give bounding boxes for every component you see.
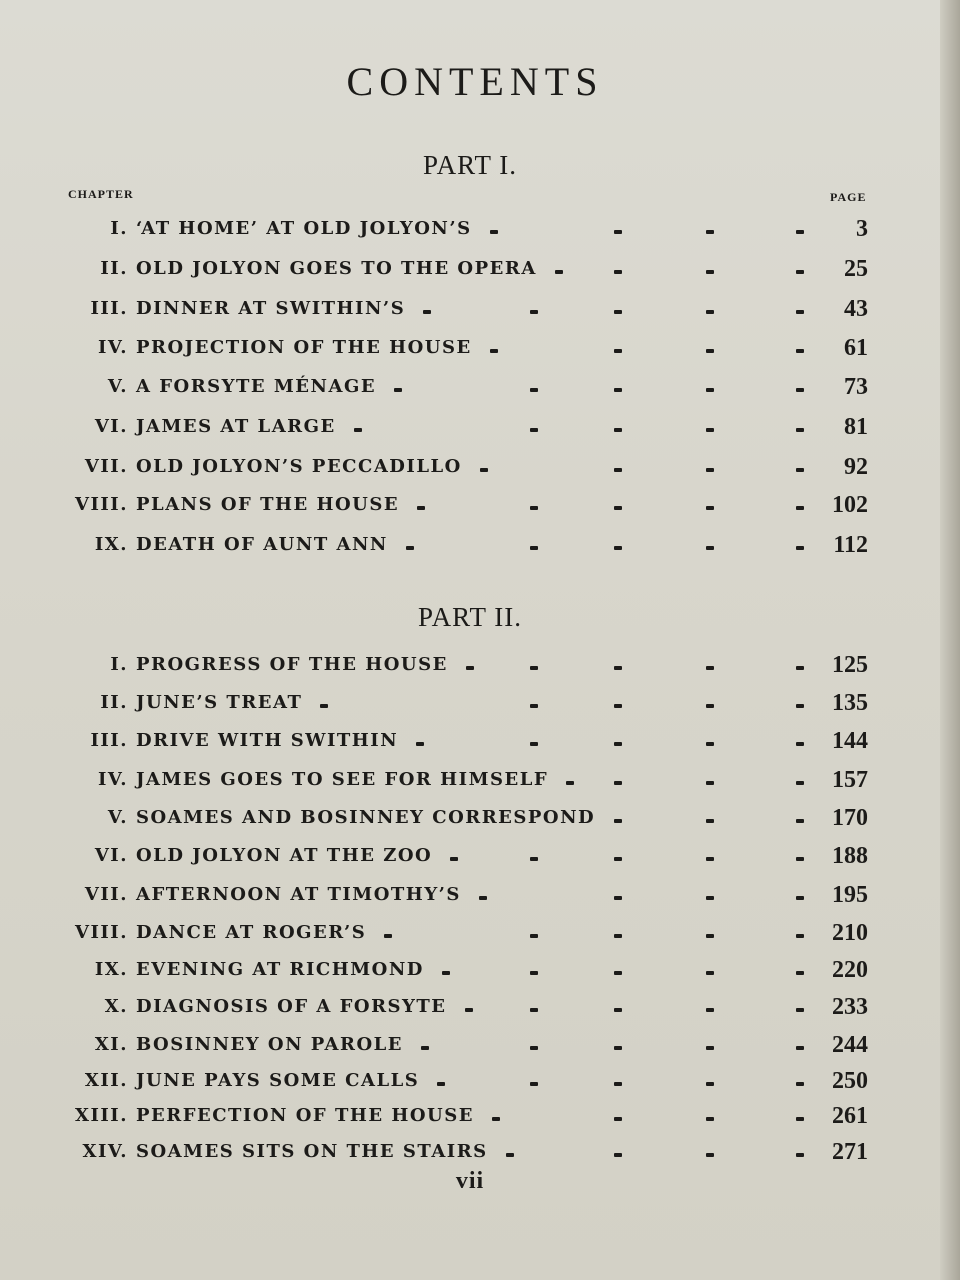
leader-dot <box>796 310 804 314</box>
leader-dot <box>479 896 487 900</box>
leader-dot <box>706 896 714 900</box>
leader-dot <box>530 428 538 432</box>
leader-dot <box>614 781 622 785</box>
leader-dot <box>614 1008 622 1012</box>
leader-dot <box>490 230 498 234</box>
leader-dot <box>796 1082 804 1086</box>
leader-dot <box>530 857 538 861</box>
leader-dot <box>706 704 714 708</box>
toc-entry <box>0 1034 940 1064</box>
chapter-title: DINNER AT SWITHIN’S <box>136 298 406 319</box>
leader-dot <box>796 704 804 708</box>
chapter-number: III. <box>90 730 128 751</box>
leader-dot <box>530 1008 538 1012</box>
leader-dot <box>490 349 498 353</box>
page-number: 261 <box>832 1103 868 1129</box>
page-number: 73 <box>844 374 868 400</box>
leader-dot <box>614 1153 622 1157</box>
leader-dot <box>614 1117 622 1121</box>
leader-dot <box>706 310 714 314</box>
leader-dot <box>706 934 714 938</box>
chapter-title: SOAMES SITS ON THE STAIRS <box>136 1141 488 1162</box>
chapter-number: IV. <box>97 769 128 790</box>
toc-entry <box>0 996 940 1026</box>
chapter-title: AFTERNOON AT TIMOTHY’S <box>136 884 461 905</box>
chapter-title: OLD JOLYON AT THE ZOO <box>136 845 433 866</box>
chapter-number: IX. <box>94 534 128 555</box>
leader-dot <box>423 310 431 314</box>
leader-dot <box>706 388 714 392</box>
leader-dot <box>530 388 538 392</box>
leader-dot <box>354 428 362 432</box>
chapter-number: XII. <box>84 1070 128 1091</box>
page-number: 170 <box>832 805 868 831</box>
chapter-number: II. <box>100 258 128 279</box>
leader-dot <box>796 666 804 670</box>
leader-dot <box>796 230 804 234</box>
toc-entry <box>0 1141 940 1171</box>
leader-dot <box>796 388 804 392</box>
leader-dot <box>614 349 622 353</box>
leader-dot <box>796 349 804 353</box>
leader-dot <box>796 896 804 900</box>
leader-dot <box>530 310 538 314</box>
toc-entry <box>0 376 940 406</box>
leader-dot <box>614 857 622 861</box>
leader-dot <box>614 388 622 392</box>
toc-entry <box>0 298 940 328</box>
leader-dot <box>706 349 714 353</box>
leader-dot <box>614 704 622 708</box>
chapter-number: II. <box>100 692 128 713</box>
chapter-number: VIII. <box>75 494 128 515</box>
leader-dot <box>614 230 622 234</box>
leader-dot <box>796 1153 804 1157</box>
chapter-number: III. <box>90 298 128 319</box>
part-one-heading: PART I. <box>423 150 517 180</box>
page-number: 102 <box>832 492 868 518</box>
leader-dot <box>706 742 714 746</box>
page-number: 125 <box>832 652 868 678</box>
toc-entry <box>0 884 940 914</box>
toc-entry <box>0 769 940 799</box>
leader-dot <box>614 310 622 314</box>
toc-entry <box>0 337 940 367</box>
leader-dot <box>442 971 450 975</box>
page-number: 195 <box>832 882 868 908</box>
toc-entry <box>0 416 940 446</box>
chapter-title: BOSINNEY ON PAROLE <box>136 1034 403 1055</box>
leader-dot <box>566 781 574 785</box>
leader-dot <box>421 1046 429 1050</box>
chapter-number: IX. <box>94 959 128 980</box>
page-number: 81 <box>844 414 868 440</box>
leader-dot <box>530 1082 538 1086</box>
leader-dot <box>796 1117 804 1121</box>
leader-dot <box>465 1008 473 1012</box>
chapter-number: VII. <box>84 884 128 905</box>
leader-dot <box>796 468 804 472</box>
leader-dot <box>320 704 328 708</box>
chapter-number: XIII. <box>75 1105 128 1126</box>
leader-dot <box>796 742 804 746</box>
leader-dot <box>706 1008 714 1012</box>
leader-dot <box>796 1046 804 1050</box>
leader-dot <box>530 666 538 670</box>
leader-dot <box>796 781 804 785</box>
leader-dot <box>706 230 714 234</box>
leader-dot <box>450 857 458 861</box>
chapter-title: DIAGNOSIS OF A FORSYTE <box>136 996 447 1017</box>
leader-dot <box>796 819 804 823</box>
chapter-number: V. <box>107 807 128 828</box>
chapter-title: JUNE PAYS SOME CALLS <box>136 1070 420 1091</box>
page-number: 135 <box>832 690 868 716</box>
leader-dot <box>480 468 488 472</box>
page-number: 210 <box>832 920 868 946</box>
chapter-number: V. <box>107 376 128 397</box>
leader-dot <box>796 857 804 861</box>
chapter-title: DEATH OF AUNT ANN <box>136 534 388 555</box>
page-number: 112 <box>833 532 868 558</box>
chapter-title: PROGRESS OF THE HOUSE <box>136 654 448 675</box>
chapter-title: JAMES AT LARGE <box>136 416 336 437</box>
chapter-title: EVENING AT RICHMOND <box>136 959 424 980</box>
page-folio: vii <box>455 1168 485 1194</box>
leader-dot <box>706 546 714 550</box>
chapter-title: PROJECTION OF THE HOUSE <box>136 337 472 358</box>
toc-entry <box>0 494 940 524</box>
leader-dot <box>416 742 424 746</box>
leader-dot <box>706 1046 714 1050</box>
chapter-title: ‘AT HOME’ AT OLD JOLYON’S <box>136 218 472 239</box>
leader-dot <box>530 704 538 708</box>
leader-dot <box>706 857 714 861</box>
toc-entry <box>0 922 940 952</box>
chapter-title: PLANS OF THE HOUSE <box>136 494 400 515</box>
toc-entry <box>0 730 940 760</box>
leader-dot <box>614 742 622 746</box>
chapter-title: DRIVE WITH SWITHIN <box>136 730 399 751</box>
chapter-number: X. <box>104 996 128 1017</box>
leader-dot <box>406 546 414 550</box>
leader-dot <box>466 666 474 670</box>
toc-entry <box>0 218 940 248</box>
page-number: 25 <box>844 256 868 282</box>
leader-dot <box>614 1082 622 1086</box>
leader-dot <box>417 506 425 510</box>
leader-dot <box>614 270 622 274</box>
leader-dot <box>530 742 538 746</box>
chapter-title: OLD JOLYON GOES TO THE OPERA <box>136 258 537 279</box>
toc-entry <box>0 654 940 684</box>
page-number: 244 <box>832 1032 868 1058</box>
leader-dot <box>614 1046 622 1050</box>
leader-dot <box>706 666 714 670</box>
page-number: 271 <box>832 1139 868 1165</box>
chapter-number: VI. <box>94 416 128 437</box>
page-number: 233 <box>832 994 868 1020</box>
contents-title: CONTENTS <box>346 59 604 104</box>
leader-dot <box>706 781 714 785</box>
page-number: 92 <box>844 454 868 480</box>
leader-dot <box>706 270 714 274</box>
page-number: 43 <box>844 296 868 322</box>
leader-dot <box>796 934 804 938</box>
page-number: 188 <box>832 843 868 869</box>
leader-dot <box>614 819 622 823</box>
leader-dot <box>614 506 622 510</box>
leader-dot <box>614 546 622 550</box>
chapter-title: JAMES GOES TO SEE FOR HIMSELF <box>136 769 549 790</box>
leader-dot <box>796 971 804 975</box>
chapter-column-header: CHAPTER <box>68 187 134 201</box>
leader-dot <box>530 506 538 510</box>
page-number: 220 <box>832 957 868 983</box>
leader-dot <box>706 1117 714 1121</box>
leader-dot <box>614 934 622 938</box>
part-two-heading: PART II. <box>418 602 522 632</box>
chapter-number: XI. <box>94 1034 128 1055</box>
leader-dot <box>530 971 538 975</box>
chapter-number: I. <box>110 654 128 675</box>
leader-dot <box>394 388 402 392</box>
leader-dot <box>796 1008 804 1012</box>
leader-dot <box>437 1082 445 1086</box>
leader-dot <box>706 468 714 472</box>
leader-dot <box>555 270 563 274</box>
chapter-number: XIV. <box>82 1141 128 1162</box>
chapter-number: I. <box>110 218 128 239</box>
leader-dot <box>614 666 622 670</box>
leader-dot <box>506 1153 514 1157</box>
leader-dot <box>706 971 714 975</box>
toc-entry <box>0 845 940 875</box>
page-number: 61 <box>844 335 868 361</box>
page-number: 144 <box>832 728 868 754</box>
leader-dot <box>530 546 538 550</box>
toc-entry <box>0 1070 940 1100</box>
leader-dot <box>796 270 804 274</box>
leader-dot <box>706 1153 714 1157</box>
leader-dot <box>706 1082 714 1086</box>
toc-entry <box>0 258 940 288</box>
toc-entry <box>0 1105 940 1135</box>
leader-dot <box>614 428 622 432</box>
chapter-number: VI. <box>94 845 128 866</box>
leader-dot <box>384 934 392 938</box>
leader-dot <box>796 546 804 550</box>
chapter-title: OLD JOLYON’S PECCADILLO <box>136 456 462 477</box>
page-column-header: PAGE <box>830 190 867 204</box>
leader-dot <box>706 428 714 432</box>
chapter-title: PERFECTION OF THE HOUSE <box>136 1105 474 1126</box>
page-number: 3 <box>856 216 868 242</box>
leader-dot <box>796 428 804 432</box>
toc-entry <box>0 692 940 722</box>
page-number: 157 <box>832 767 868 793</box>
page-edge <box>940 0 960 1280</box>
toc-entry <box>0 807 940 837</box>
leader-dot <box>614 896 622 900</box>
chapter-title: JUNE’S TREAT <box>136 692 303 713</box>
chapter-number: VII. <box>84 456 128 477</box>
leader-dot <box>530 1046 538 1050</box>
chapter-title: SOAMES AND BOSINNEY CORRESPOND <box>136 807 596 828</box>
chapter-number: VIII. <box>75 922 128 943</box>
leader-dot <box>706 506 714 510</box>
chapter-number: IV. <box>97 337 128 358</box>
leader-dot <box>614 468 622 472</box>
toc-entry <box>0 456 940 486</box>
leader-dot <box>706 819 714 823</box>
chapter-title: DANCE AT ROGER’S <box>136 922 367 943</box>
leader-dot <box>614 971 622 975</box>
leader-dot <box>796 506 804 510</box>
toc-entry <box>0 959 940 989</box>
leader-dot <box>492 1117 500 1121</box>
leader-dot <box>530 934 538 938</box>
toc-entry <box>0 534 940 564</box>
page-number: 250 <box>832 1068 868 1094</box>
chapter-title: A FORSYTE MÉNAGE <box>136 376 377 397</box>
